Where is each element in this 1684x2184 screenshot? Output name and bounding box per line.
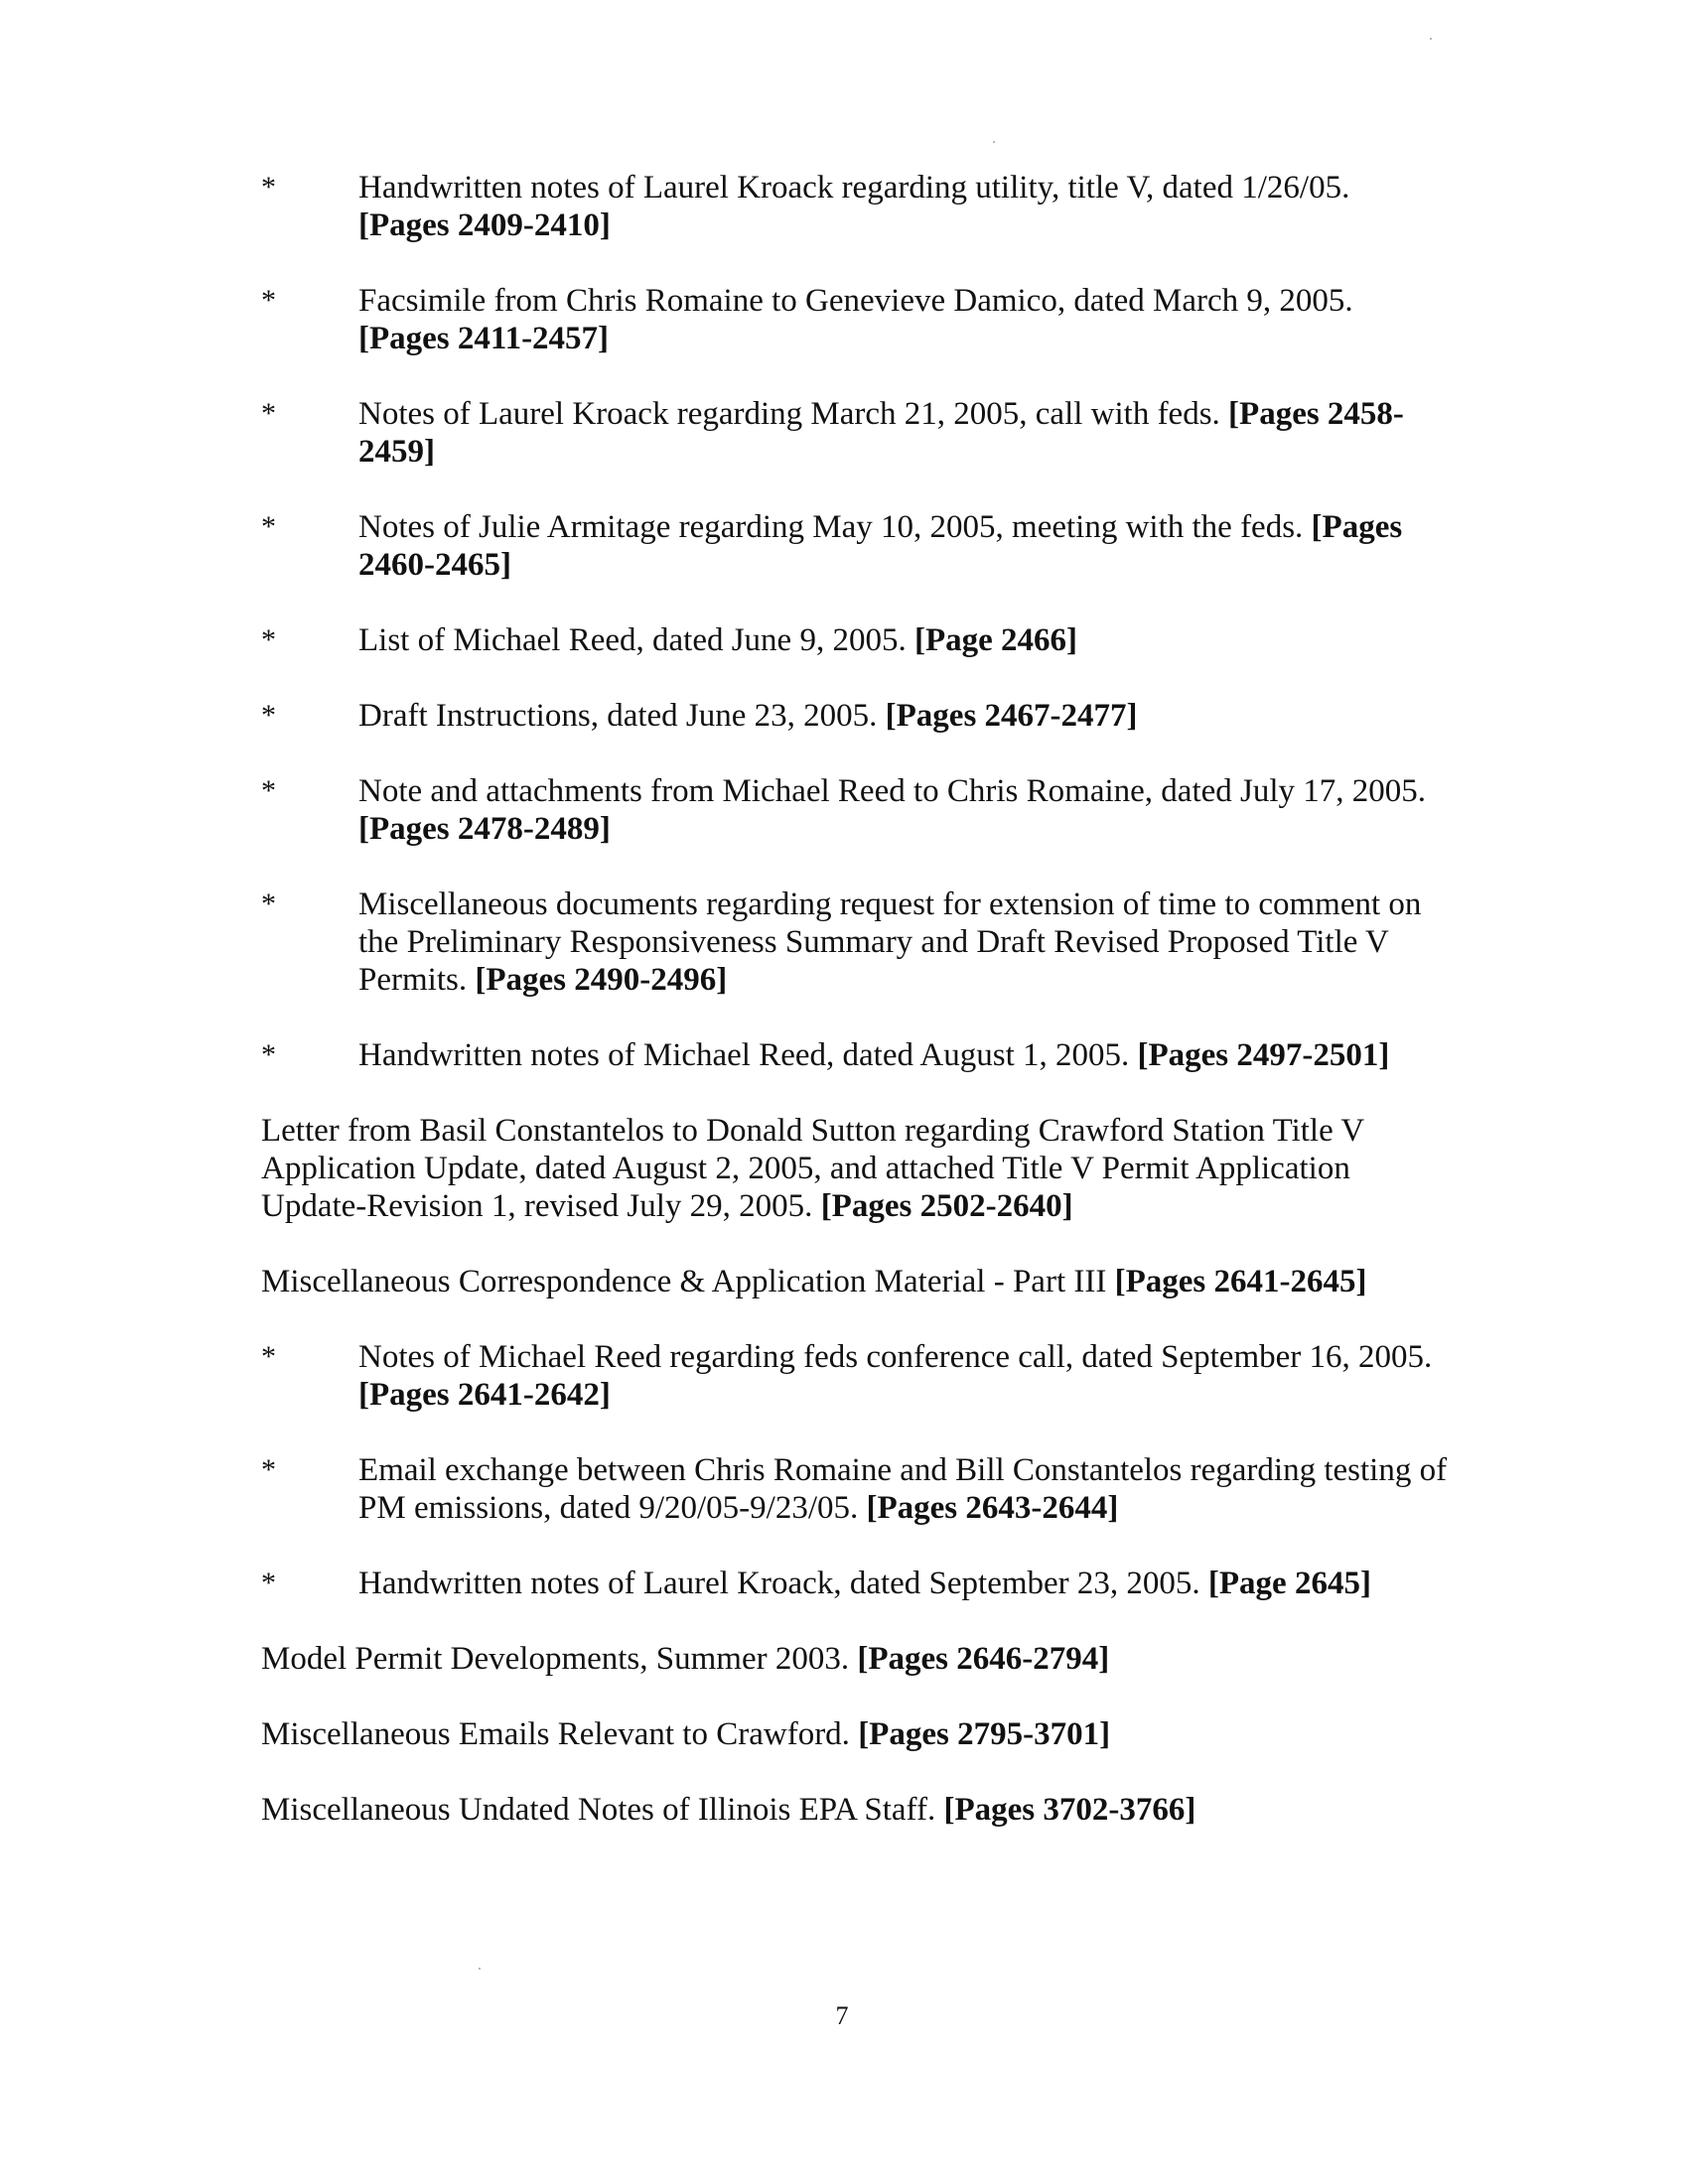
- entry-page-ref: [Pages 2458-2459]: [358, 396, 1404, 470]
- entry-page-ref: [Pages 2467-2477]: [885, 698, 1138, 734]
- entry-page-ref: [Pages 2641-2642]: [358, 1377, 611, 1413]
- entry-item: [358, 1565, 1451, 1602]
- entry-text: Notes of Laurel Kroack regarding March 21, 2005, call with feds.: [358, 396, 1220, 432]
- entry-page-ref: [Pages 2409-2410]: [358, 207, 611, 243]
- entry-page-ref: [Pages 2641-2645]: [1114, 1264, 1367, 1299]
- entry-text: Miscellaneous Correspondence & Application Material - Part III: [261, 1264, 1107, 1299]
- entry-page-ref: [Pages 2490-2496]: [475, 962, 728, 998]
- entry-item: [358, 169, 1451, 244]
- section-heading: [261, 1263, 1453, 1300]
- entry-item: [358, 1338, 1451, 1414]
- entry-item: [261, 1791, 1453, 1829]
- entry-bullet: *: [261, 699, 276, 732]
- entry-bullet: *: [261, 1340, 276, 1373]
- entry-page-ref: [Pages 2411-2457]: [358, 321, 610, 356]
- entry-text: Handwritten notes of Laurel Kroack regarding utility, title V, dated 1/26/05.: [358, 170, 1350, 205]
- entry-text: Miscellaneous documents regarding request for extension of time to comment on the Preliminary Responsiveness Summary and Draft Revised Proposed Title V Permits.: [358, 887, 1422, 998]
- scan-speck: [1430, 38, 1432, 40]
- entry-bullet: *: [261, 171, 276, 204]
- entry-text: Handwritten notes of Laurel Kroack, dated September 23, 2005.: [358, 1566, 1200, 1601]
- entry-text: Letter from Basil Constantelos to Donald Sutton regarding Crawford Station Title V Application Update, dated August 2, 2005, and attached Title V Permit Application Update-Revision 1, revised July 29, 2005.: [261, 1113, 1364, 1224]
- entry-bullet: *: [261, 887, 276, 920]
- entry-text: Notes of Michael Reed regarding feds conference call, dated September 16, 2005.: [358, 1339, 1433, 1375]
- entry-page-ref: [Pages 2460-2465]: [358, 509, 1403, 583]
- entry-item: [358, 772, 1451, 848]
- entry-text: Handwritten notes of Michael Reed, dated August 1, 2005.: [358, 1037, 1130, 1073]
- entry-page-ref: [Pages 2502-2640]: [820, 1188, 1073, 1224]
- entry-item: [358, 697, 1451, 735]
- entry-bullet: *: [261, 510, 276, 543]
- entry-item: [358, 886, 1451, 999]
- entry-bullet: *: [261, 284, 276, 317]
- entry-page-ref: [Pages 2646-2794]: [857, 1641, 1110, 1677]
- entry-item: [358, 395, 1451, 471]
- entry-text: Miscellaneous Emails Relevant to Crawford.: [261, 1716, 850, 1752]
- entry-text: Email exchange between Chris Romaine and Bill Constantelos regarding testing of PM emissions, dated 9/20/05-9/23/05.: [358, 1452, 1448, 1526]
- entry-text: Notes of Julie Armitage regarding May 10, 2005, meeting with the feds.: [358, 509, 1304, 545]
- entry-bullet: *: [261, 774, 276, 807]
- entry-item: [358, 282, 1451, 357]
- scan-speck: [479, 1968, 481, 1970]
- entry-item: [261, 1715, 1453, 1753]
- entry-page-ref: [Pages 2497-2501]: [1137, 1037, 1390, 1073]
- entry-item: [358, 508, 1451, 584]
- entry-bullet: *: [261, 1038, 276, 1071]
- entry-item: [358, 1036, 1451, 1074]
- entry-item: [358, 1451, 1451, 1527]
- entry-text: Facsimile from Chris Romaine to Genevieve Damico, dated March 9, 2005.: [358, 283, 1353, 319]
- entry-text: Note and attachments from Michael Reed to Chris Romaine, dated July 17, 2005.: [358, 773, 1427, 809]
- entry-page-ref: [Page 2466]: [913, 622, 1077, 658]
- entry-bullet: *: [261, 1453, 276, 1486]
- entry-page-ref: [Pages 3702-3766]: [943, 1792, 1196, 1828]
- entry-text: Draft Instructions, dated June 23, 2005.: [358, 698, 878, 734]
- entry-page-ref: [Pages 2478-2489]: [358, 811, 611, 847]
- entry-bullet: *: [261, 1567, 276, 1599]
- entry-text: List of Michael Reed, dated June 9, 2005.: [358, 622, 907, 658]
- entry-page-ref: [Pages 2643-2644]: [866, 1490, 1119, 1526]
- entry-page-ref: [Pages 2795-3701]: [858, 1716, 1111, 1752]
- scan-speck: [993, 141, 995, 143]
- entry-item: [358, 621, 1451, 659]
- entry-page-ref: [Page 2645]: [1207, 1566, 1371, 1601]
- entry-bullet: *: [261, 623, 276, 656]
- entry-text: Miscellaneous Undated Notes of Illinois EPA Staff.: [261, 1792, 936, 1828]
- entry-bullet: *: [261, 397, 276, 430]
- entry-item: [261, 1640, 1453, 1678]
- entry-item: [261, 1112, 1453, 1225]
- page-number: 7: [835, 2001, 849, 2030]
- entry-text: Model Permit Developments, Summer 2003.: [261, 1641, 850, 1677]
